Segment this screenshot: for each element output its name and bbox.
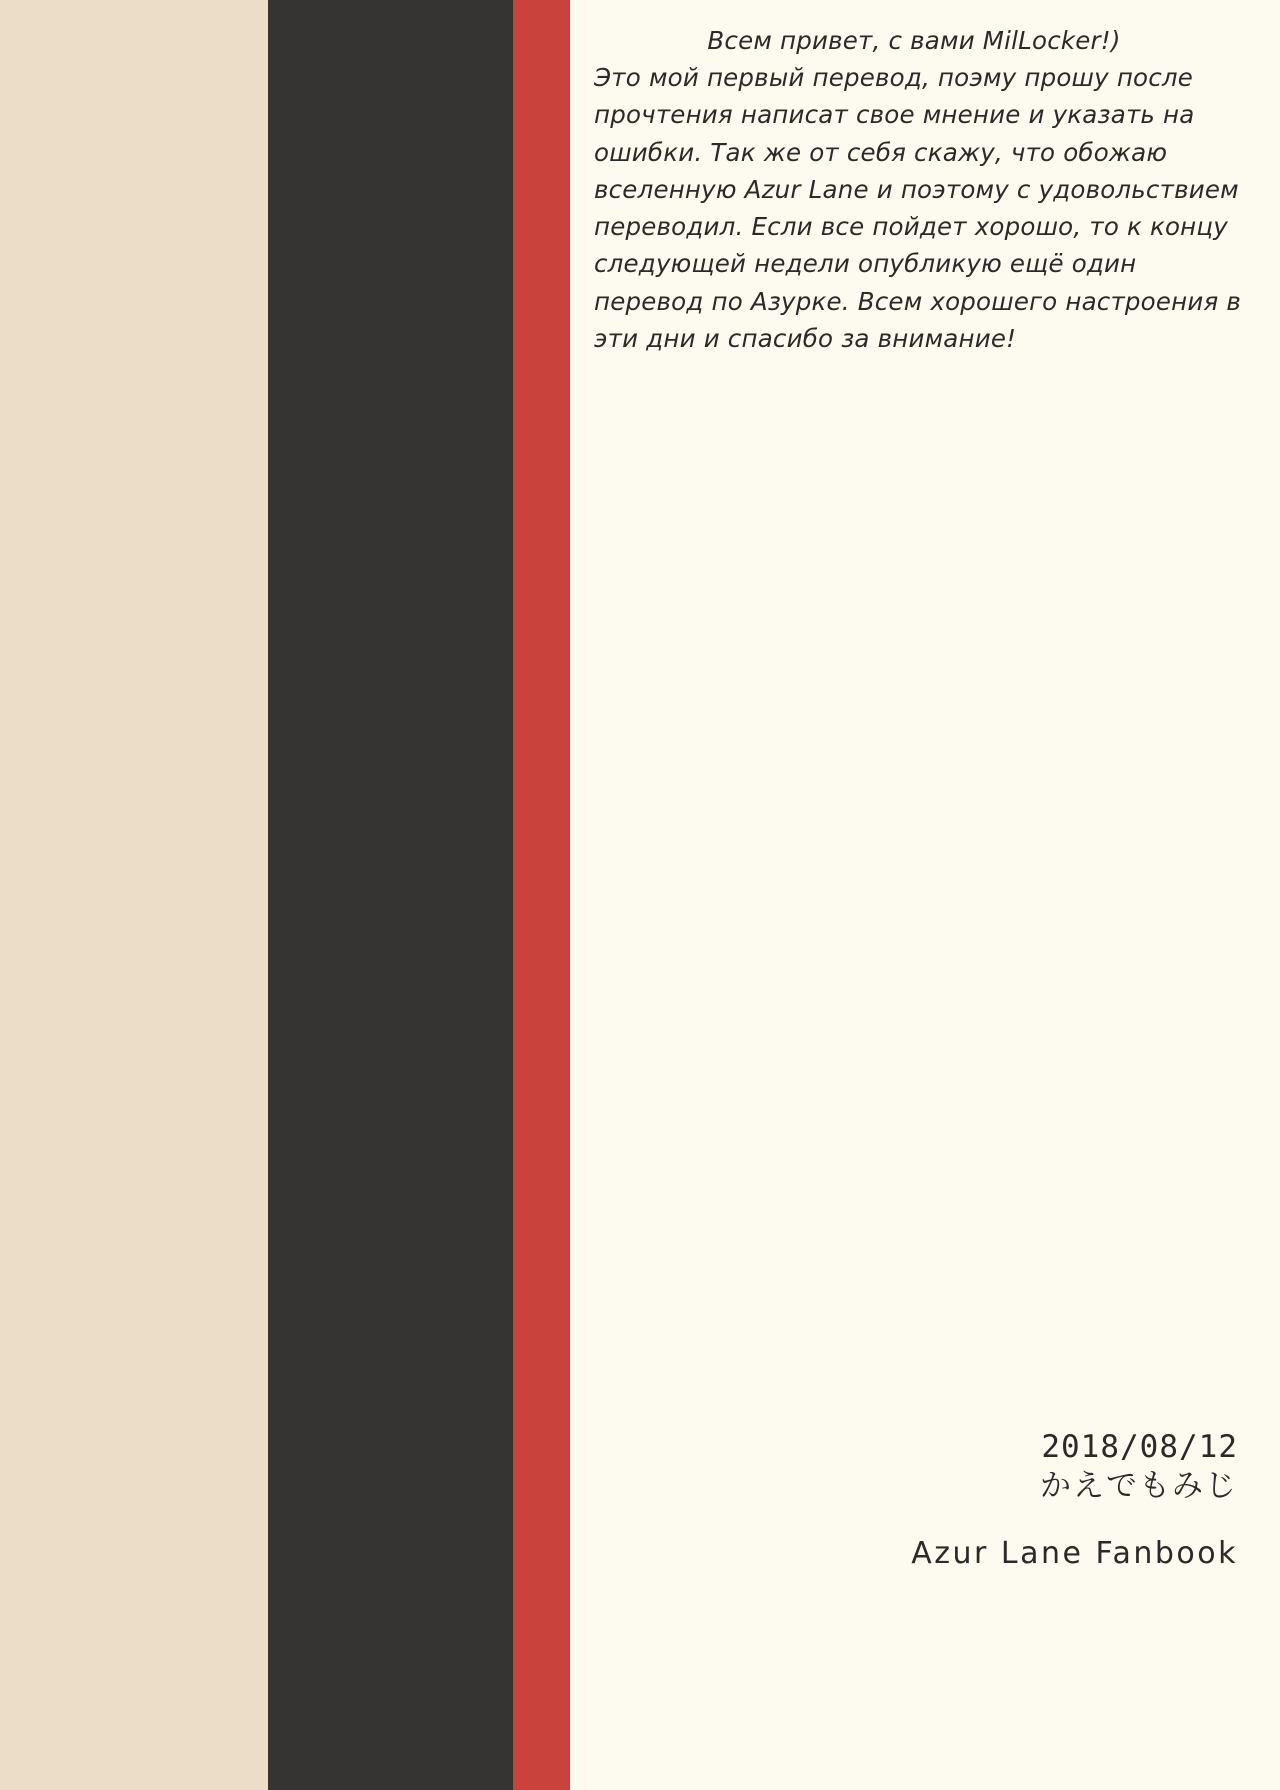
colophon-circle-name: かえでもみじ	[1040, 1468, 1238, 1505]
translator-note-body: Это мой первый перевод, поэму прошу после прочтения написат свое мнение и указать на ошибки. Так же от себя скажу, что обожаю вселенную Azur Lane и поэтому с удовольствием переводил. Если все пойдет хорошо, то к концу следующей недели опубликую ещё один перевод по Азурке. Всем хорошего настроения в эти дни и спасибо за внимание!	[594, 63, 1242, 353]
colophon-fanbook-label: Azur Lane Fanbook	[911, 1536, 1238, 1571]
translator-note-greeting: Всем привет, с вами MilLocker!)	[707, 26, 1121, 55]
content-panel	[570, 0, 1280, 1790]
beige-band	[0, 0, 268, 1790]
colophon-date: 2018/08/12	[1041, 1428, 1238, 1465]
dark-band	[268, 0, 513, 1790]
red-band	[513, 0, 570, 1790]
colophon	[911, 1430, 1238, 1572]
translator-note	[594, 22, 1244, 357]
